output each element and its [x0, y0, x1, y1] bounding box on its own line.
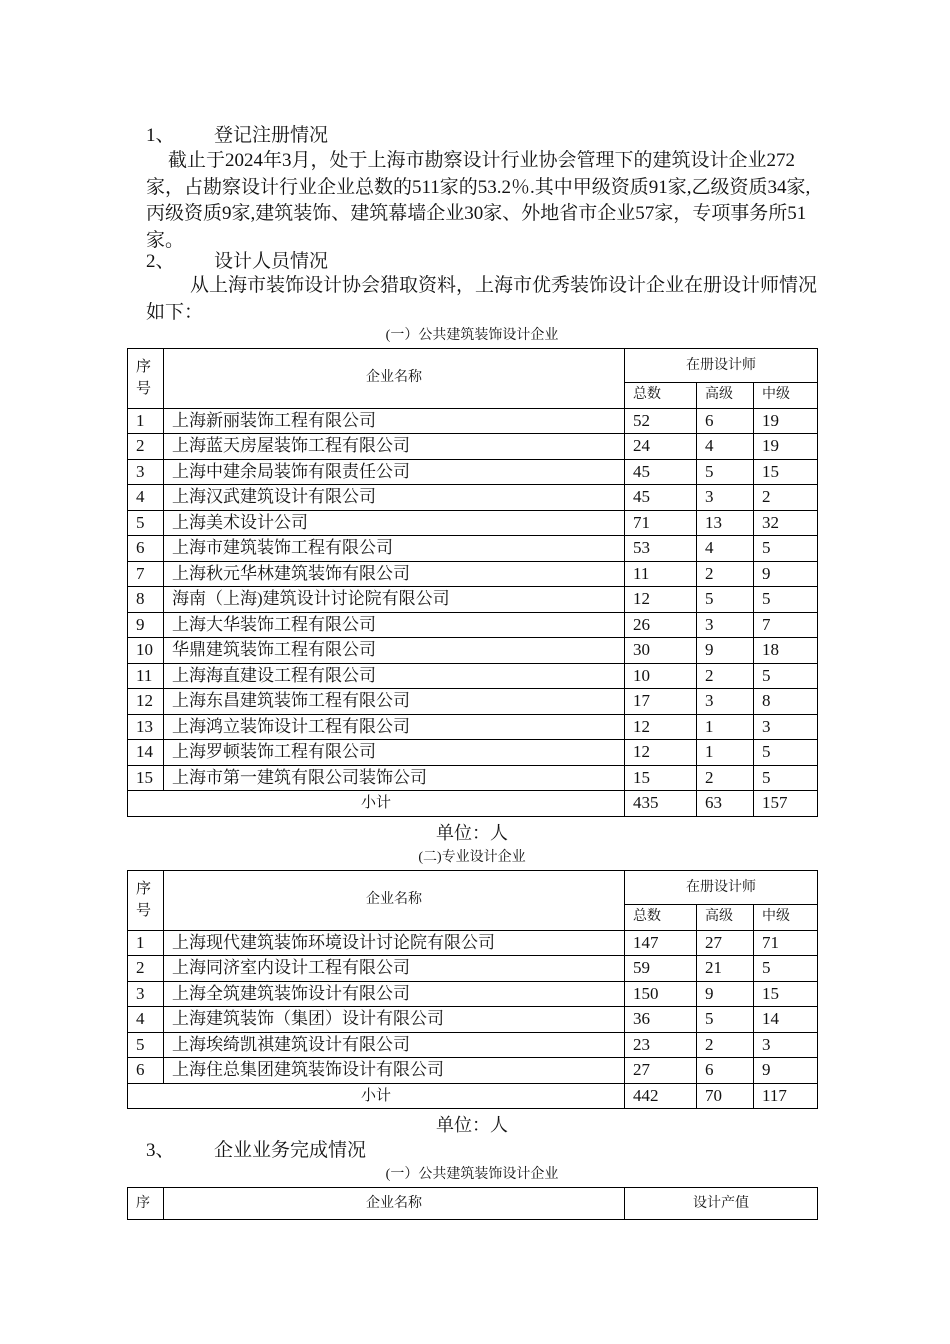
row-seq: 8 [128, 587, 164, 613]
row-total: 45 [625, 485, 697, 511]
section-1-number: 1、 [146, 125, 175, 146]
section-2-heading [146, 250, 328, 274]
row-total: 59 [625, 956, 697, 982]
table-row [128, 612, 818, 638]
row-seq: 6 [128, 1058, 164, 1084]
row-total: 147 [625, 930, 697, 956]
row-total: 10 [625, 663, 697, 689]
row-senior: 2 [697, 561, 754, 587]
row-middle: 2 [754, 485, 818, 511]
section-1-title: 登记注册情况 [214, 125, 329, 146]
subtotal-label: 小计 [128, 1083, 625, 1109]
row-seq: 3 [128, 981, 164, 1007]
row-total: 45 [625, 459, 697, 485]
row-company-name: 上海海直建设工程有限公司 [164, 663, 625, 689]
table-3-header-value: 设计产值 [625, 1188, 818, 1220]
row-middle: 15 [754, 981, 818, 1007]
section-3-number: 3、 [146, 1140, 175, 1161]
row-company-name: 上海美术设计公司 [164, 510, 625, 536]
row-seq: 3 [128, 459, 164, 485]
table-row [128, 408, 818, 434]
row-senior: 3 [697, 612, 754, 638]
row-seq: 13 [128, 714, 164, 740]
subtotal-middle: 117 [754, 1083, 818, 1109]
row-company-name: 上海新丽装饰工程有限公司 [164, 408, 625, 434]
row-senior: 9 [697, 981, 754, 1007]
subtotal-senior: 63 [697, 791, 754, 817]
row-total: 150 [625, 981, 697, 1007]
row-total: 71 [625, 510, 697, 536]
header-senior: 高级 [697, 905, 754, 931]
row-senior: 3 [697, 689, 754, 715]
table-2-unit: 单位：人 [436, 1115, 508, 1135]
row-middle: 5 [754, 587, 818, 613]
row-company-name: 上海埃绮凯祺建筑设计有限公司 [164, 1032, 625, 1058]
row-seq: 11 [128, 663, 164, 689]
row-middle: 32 [754, 510, 818, 536]
row-seq: 10 [128, 638, 164, 664]
row-middle: 5 [754, 765, 818, 791]
row-middle: 3 [754, 714, 818, 740]
row-seq: 5 [128, 1032, 164, 1058]
table-1-unit: 单位：人 [436, 823, 508, 843]
header-registered: 在册设计师 [625, 349, 818, 383]
table-row [128, 714, 818, 740]
row-senior: 3 [697, 485, 754, 511]
table-3 [127, 1187, 818, 1220]
row-total: 15 [625, 765, 697, 791]
row-company-name: 上海鸿立装饰设计工程有限公司 [164, 714, 625, 740]
subtotal-row [128, 1083, 818, 1109]
table-row [128, 956, 818, 982]
row-middle: 5 [754, 956, 818, 982]
row-total: 12 [625, 714, 697, 740]
subtotal-label: 小计 [128, 791, 625, 817]
subtotal-row [128, 791, 818, 817]
header-total: 总数 [625, 905, 697, 931]
row-seq: 2 [128, 434, 164, 460]
table-row [128, 638, 818, 664]
row-total: 27 [625, 1058, 697, 1084]
row-company-name: 上海建筑装饰（集团）设计有限公司 [164, 1007, 625, 1033]
table-row [128, 765, 818, 791]
row-seq: 5 [128, 510, 164, 536]
section-2-title: 设计人员情况 [214, 251, 329, 272]
row-senior: 21 [697, 956, 754, 982]
row-middle: 9 [754, 1058, 818, 1084]
row-seq: 1 [128, 408, 164, 434]
header-middle: 中级 [754, 905, 818, 931]
table-row [128, 1032, 818, 1058]
header-name: 企业名称 [164, 871, 625, 931]
section-3-title: 企业业务完成情况 [214, 1140, 367, 1161]
header-name: 企业名称 [164, 349, 625, 409]
header-middle: 中级 [754, 383, 818, 409]
row-senior: 2 [697, 765, 754, 791]
row-company-name: 上海大华装饰工程有限公司 [164, 612, 625, 638]
row-seq: 2 [128, 956, 164, 982]
row-middle: 19 [754, 408, 818, 434]
header-seq: 序号 [128, 349, 164, 409]
table-row [128, 930, 818, 956]
header-registered: 在册设计师 [625, 871, 818, 905]
table-3-header-name: 企业名称 [164, 1188, 625, 1220]
table-1-caption: (一）公共建筑装饰设计企业 [385, 328, 559, 343]
row-senior: 5 [697, 459, 754, 485]
row-total: 12 [625, 587, 697, 613]
row-middle: 19 [754, 434, 818, 460]
table-row [128, 689, 818, 715]
row-seq: 4 [128, 1007, 164, 1033]
section-1-paragraph [146, 148, 826, 254]
table-2-caption: (二)专业设计企业 [418, 850, 526, 865]
table-3-caption: (一）公共建筑装饰设计企业 [385, 1167, 559, 1182]
section-2-paragraph [146, 273, 826, 326]
row-seq: 14 [128, 740, 164, 766]
subtotal-total: 442 [625, 1083, 697, 1109]
section-3-heading [146, 1139, 366, 1163]
row-total: 11 [625, 561, 697, 587]
table-1 [127, 348, 818, 817]
row-total: 12 [625, 740, 697, 766]
row-senior: 4 [697, 536, 754, 562]
row-company-name: 上海市建筑装饰工程有限公司 [164, 536, 625, 562]
row-company-name: 上海中建余局装饰有限责任公司 [164, 459, 625, 485]
row-company-name: 上海蓝天房屋装饰工程有限公司 [164, 434, 625, 460]
table-row [128, 740, 818, 766]
table-row [128, 981, 818, 1007]
row-senior: 27 [697, 930, 754, 956]
row-senior: 2 [697, 663, 754, 689]
table-row [128, 561, 818, 587]
row-total: 23 [625, 1032, 697, 1058]
table-row [128, 663, 818, 689]
row-company-name: 上海全筑建筑装饰设计有限公司 [164, 981, 625, 1007]
row-senior: 4 [697, 434, 754, 460]
table-row [128, 459, 818, 485]
row-total: 17 [625, 689, 697, 715]
row-company-name: 华鼎建筑装饰工程有限公司 [164, 638, 625, 664]
row-company-name: 上海汉武建筑设计有限公司 [164, 485, 625, 511]
row-senior: 2 [697, 1032, 754, 1058]
row-senior: 6 [697, 408, 754, 434]
table-row [128, 434, 818, 460]
row-seq: 9 [128, 612, 164, 638]
row-middle: 71 [754, 930, 818, 956]
row-middle: 15 [754, 459, 818, 485]
subtotal-senior: 70 [697, 1083, 754, 1109]
row-total: 53 [625, 536, 697, 562]
row-company-name: 上海东昌建筑装饰工程有限公司 [164, 689, 625, 715]
row-middle: 3 [754, 1032, 818, 1058]
row-senior: 5 [697, 587, 754, 613]
row-total: 36 [625, 1007, 697, 1033]
row-middle: 9 [754, 561, 818, 587]
table-row [128, 510, 818, 536]
section-2-text: 从上海市装饰设计协会猎取资料，上海市优秀装饰设计企业在册设计师情况如下： [146, 275, 818, 323]
row-seq: 6 [128, 536, 164, 562]
row-seq: 15 [128, 765, 164, 791]
section-1-text: 截止于2024年3月，处于上海市勘察设计行业协会管理下的建筑设计企业272家，占勘察设计行业企业总数的511家的53.2％.其中甲级资质91家,乙级资质34家,丙级资质9家,建筑装饰、建筑幕墙企业30家、外地省市企业57家，专项事务所51家。 [146, 150, 811, 251]
table-2 [127, 870, 818, 1109]
row-middle: 5 [754, 663, 818, 689]
row-middle: 8 [754, 689, 818, 715]
row-total: 30 [625, 638, 697, 664]
table-row [128, 536, 818, 562]
header-total: 总数 [625, 383, 697, 409]
row-middle: 14 [754, 1007, 818, 1033]
header-seq: 序号 [128, 871, 164, 931]
row-senior: 1 [697, 740, 754, 766]
section-2-number: 2、 [146, 251, 175, 272]
row-company-name: 上海同济室内设计工程有限公司 [164, 956, 625, 982]
row-company-name: 上海住总集团建筑装饰设计有限公司 [164, 1058, 625, 1084]
row-senior: 1 [697, 714, 754, 740]
row-total: 26 [625, 612, 697, 638]
row-company-name: 上海市第一建筑有限公司装饰公司 [164, 765, 625, 791]
row-senior: 5 [697, 1007, 754, 1033]
section-1-heading [146, 124, 328, 148]
table-3-header-seq: 序 [128, 1188, 164, 1220]
row-middle: 5 [754, 536, 818, 562]
row-company-name: 上海罗顿装饰工程有限公司 [164, 740, 625, 766]
row-company-name: 上海秋元华林建筑装饰有限公司 [164, 561, 625, 587]
row-company-name: 上海现代建筑装饰环境设计讨论院有限公司 [164, 930, 625, 956]
subtotal-middle: 157 [754, 791, 818, 817]
row-seq: 1 [128, 930, 164, 956]
table-row [128, 587, 818, 613]
row-senior: 13 [697, 510, 754, 536]
row-senior: 9 [697, 638, 754, 664]
row-middle: 5 [754, 740, 818, 766]
row-senior: 6 [697, 1058, 754, 1084]
row-seq: 7 [128, 561, 164, 587]
table-row [128, 1058, 818, 1084]
row-company-name: 海南（上海)建筑设计讨论院有限公司 [164, 587, 625, 613]
row-total: 52 [625, 408, 697, 434]
row-seq: 4 [128, 485, 164, 511]
row-seq: 12 [128, 689, 164, 715]
table-row [128, 485, 818, 511]
table-row [128, 1007, 818, 1033]
row-middle: 7 [754, 612, 818, 638]
subtotal-total: 435 [625, 791, 697, 817]
row-total: 24 [625, 434, 697, 460]
header-senior: 高级 [697, 383, 754, 409]
row-middle: 18 [754, 638, 818, 664]
